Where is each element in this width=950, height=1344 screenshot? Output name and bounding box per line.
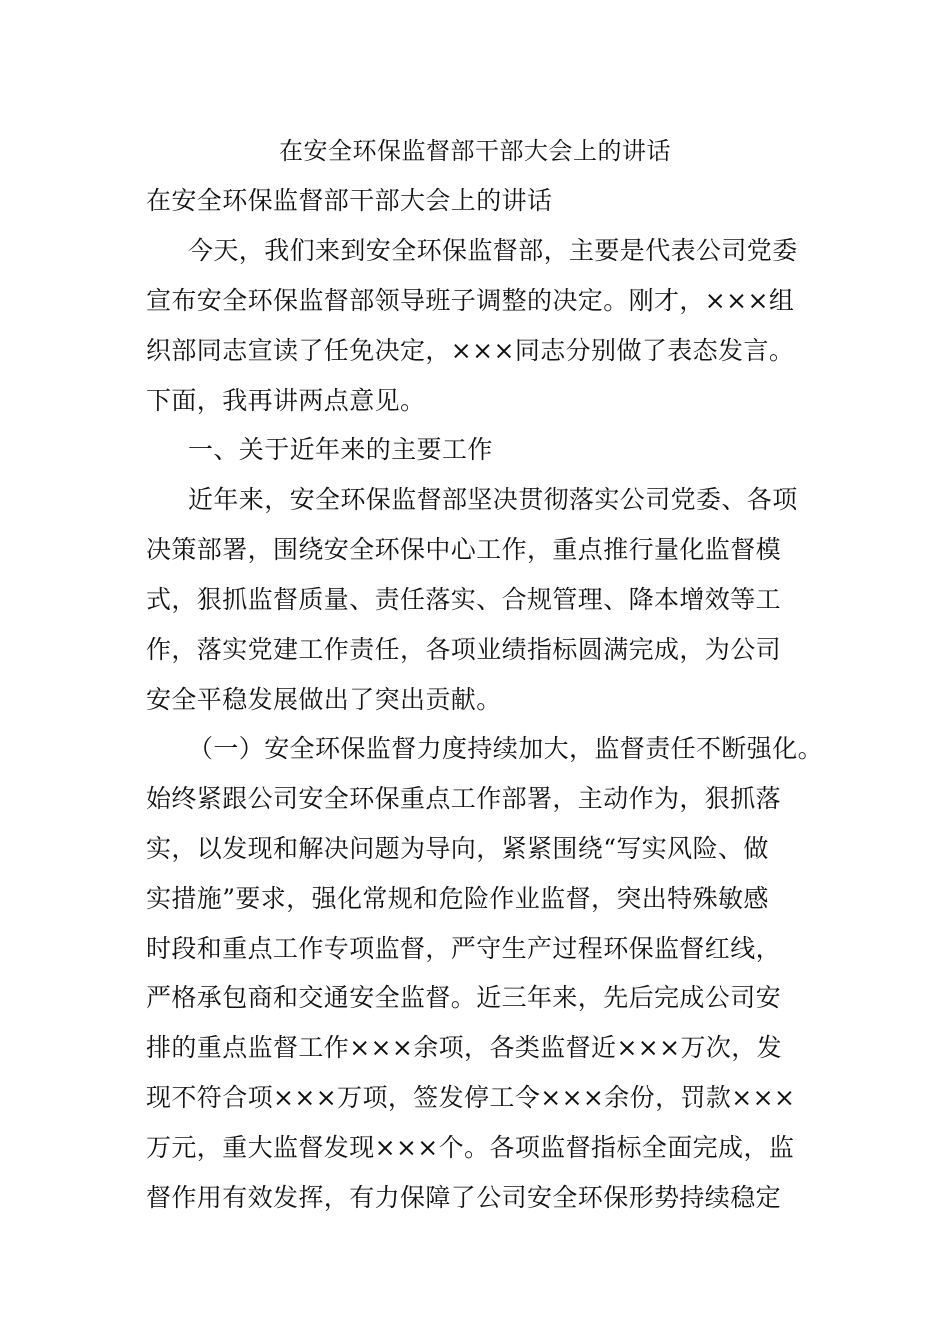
body-line: 今天，我们来到安全环保监督部，主要是代表公司党委 xyxy=(188,236,798,265)
body-line: 现不符合项×××万项，签发停工令×××余份，罚款××× xyxy=(146,1083,796,1112)
body-line: 时段和重点工作专项监督，严守生产过程环保监督红线， xyxy=(146,934,782,963)
repeated-title-line: 在安全环保监督部干部大会上的讲话 xyxy=(146,186,553,215)
body-line: 安全平稳发展做出了突出贡献。 xyxy=(146,685,502,714)
body-line: 作，落实党建工作责任，各项业绩指标圆满完成，为公司 xyxy=(146,635,782,664)
section-heading: 一、关于近年来的主要工作 xyxy=(188,435,493,464)
body-line: 实，以发现和解决问题为导向，紧紧围绕“写实风险、做 xyxy=(146,834,769,863)
body-line: 决策部署，围绕安全环保中心工作，重点推行量化监督模 xyxy=(146,535,782,564)
body-line: 督作用有效发挥，有力保障了公司安全环保形势持续稳定 xyxy=(146,1183,782,1212)
document-title: 在安全环保监督部干部大会上的讲话 xyxy=(279,137,671,165)
body-line: 严格承包商和交通安全监督。近三年来，先后完成公司安 xyxy=(146,983,782,1012)
subsection-heading-line: （一）安全环保监督力度持续加大，监督责任不断强化。 xyxy=(188,734,824,763)
body-line: 始终紧跟公司安全环保重点工作部署，主动作为，狠抓落 xyxy=(146,784,782,813)
body-line: 织部同志宣读了任免决定，×××同志分别做了表态发言。 xyxy=(146,336,795,365)
body-line: 式，狠抓监督质量、责任落实、合规管理、降本增效等工 xyxy=(146,585,782,614)
body-line: 宣布安全环保监督部领导班子调整的决定。刚才，×××组 xyxy=(146,286,795,315)
body-line: 近年来，安全环保监督部坚决贯彻落实公司党委、各项 xyxy=(188,485,798,514)
body-line: 万元，重大监督发现×××个。各项监督指标全面完成，监 xyxy=(146,1133,795,1162)
body-line: 实措施”要求，强化常规和危险作业监督，突出特殊敏感 xyxy=(146,884,769,913)
body-line: 排的重点监督工作×××余项，各类监督近×××万次，发 xyxy=(146,1033,783,1062)
body-line: 下面，我再讲两点意见。 xyxy=(146,386,426,415)
